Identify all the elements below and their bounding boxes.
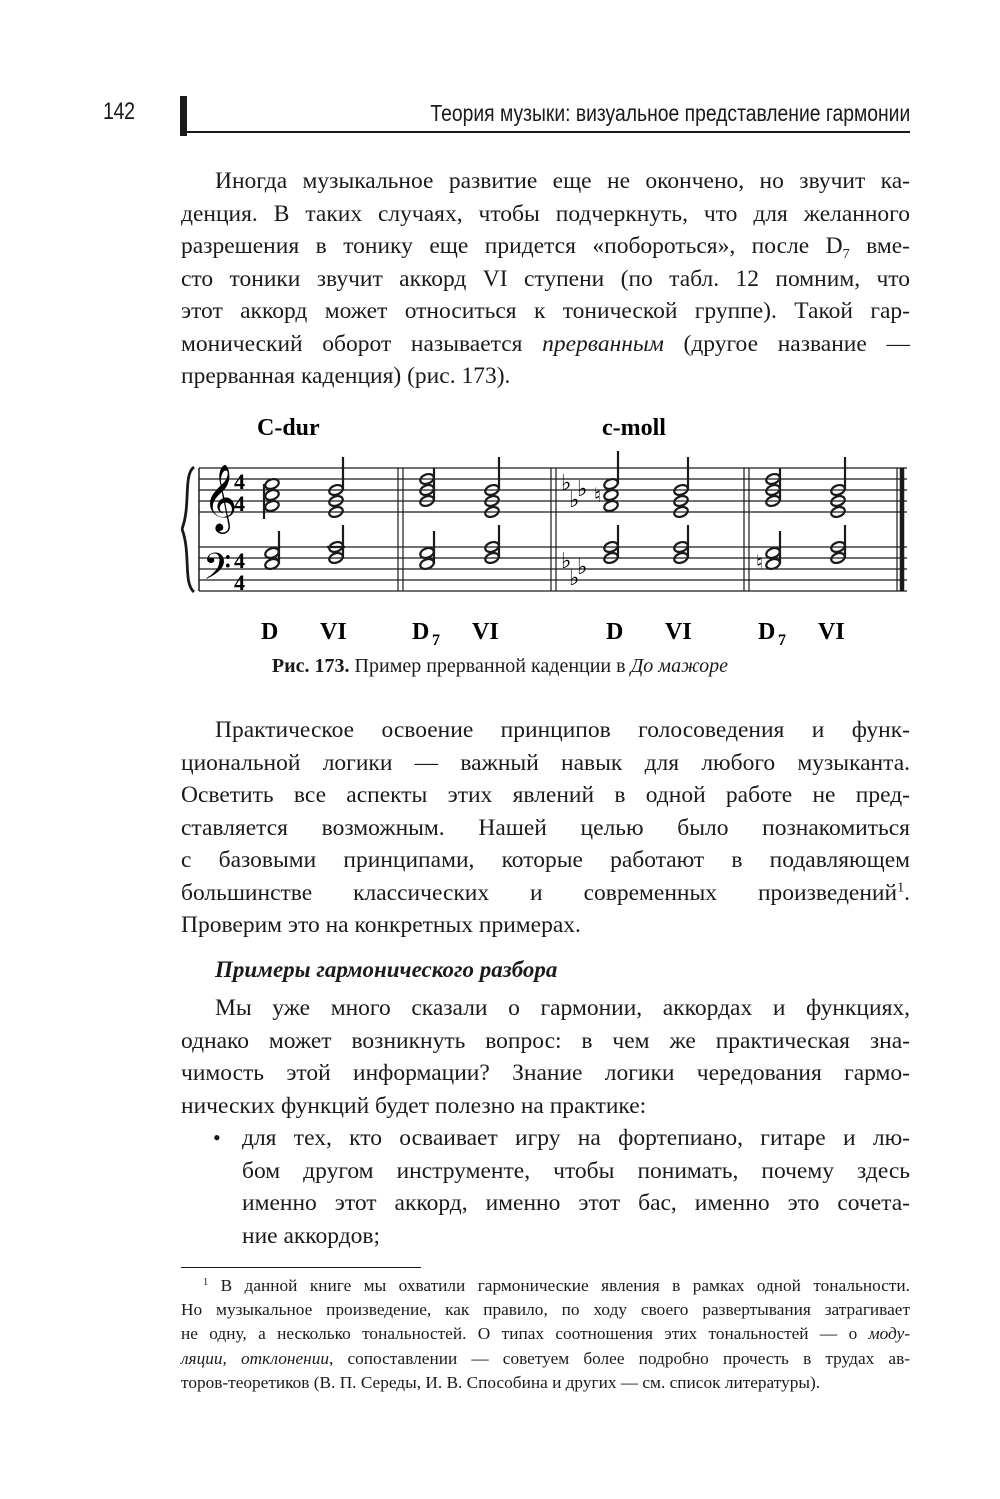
time-signature-bottom: 4 xyxy=(234,491,245,516)
text-line: нических функций будет полезно на практике: xyxy=(181,1092,647,1119)
header-rule xyxy=(180,131,910,133)
bass-staff xyxy=(199,547,907,591)
bass-clef-icon: 𝄢 xyxy=(203,546,232,597)
text-line: однако может возникнуть вопрос: в чем же практическая зна- xyxy=(181,1027,910,1054)
time-signature-top: 4 xyxy=(234,548,245,573)
svg-text:♮: ♮ xyxy=(594,483,602,507)
paragraph-voice-leading xyxy=(181,714,910,942)
header-bar xyxy=(180,96,187,136)
chord-symbol: D xyxy=(606,619,624,645)
svg-text:♭: ♭ xyxy=(569,566,580,591)
text-line: торов-теоретиков (В. П. Середы, И. В. Способина и других — см. список литературы). xyxy=(181,1372,821,1392)
text-line: ляции, отклонении, сопоставлении — советуем более подробно прочесть в трудах ав- xyxy=(181,1348,910,1368)
chord-symbol-subscript: 7 xyxy=(778,632,786,645)
chord-symbol: VI xyxy=(320,619,347,645)
paragraph-interrupted-cadence xyxy=(181,165,910,393)
time-signature-bottom: 4 xyxy=(234,570,245,595)
key-signature-flats xyxy=(561,471,587,591)
text-line: Проверим это на конкретных примерах. xyxy=(181,912,581,938)
bullet-marker: • xyxy=(213,1125,221,1150)
chord-symbol: D xyxy=(412,619,430,645)
music-figure xyxy=(181,405,910,645)
svg-text:♭: ♭ xyxy=(577,555,588,580)
text-line: ставляется возможным. Нашей целью было познакомиться xyxy=(181,814,910,841)
chord-symbol: VI xyxy=(818,619,845,645)
svg-text:♭: ♭ xyxy=(577,477,588,502)
footnote-reference[interactable]: 1 xyxy=(897,879,905,896)
text-line: Иногда музыкальное развитие еще не окончено, но звучит ка- xyxy=(215,168,910,194)
text-line: разрешения в тонику еще придется «побороться», после $D_7$ вме- xyxy=(181,233,910,262)
brace-icon xyxy=(182,467,194,592)
text-line: прерванная каденция) (рис. 173). xyxy=(181,363,511,389)
text-line: монический оборот называется прерванным (другое название — xyxy=(181,330,910,357)
footnote-marker: 1 xyxy=(203,1276,209,1288)
chord-symbol: VI xyxy=(665,619,692,645)
treble-staff xyxy=(199,468,907,512)
key-label-major: C-dur xyxy=(257,415,320,441)
text-line: сто тоники звучит аккорд VI ступени (по табл. 12 помним, что xyxy=(181,265,910,292)
text-line: бом другом инструменте, чтобы понимать, почему здесь xyxy=(242,1157,910,1184)
chord-symbol: D xyxy=(758,619,776,645)
section-heading: Примеры гармонического разбора xyxy=(215,957,558,982)
text-line: Но музыкальное произведение, как правило, по ходу своего развертывания затрагивает xyxy=(181,1300,910,1320)
text-line: для тех, кто осваивает игру на фортепиано, гитаре и лю- xyxy=(242,1125,910,1151)
text-line: ние аккордов; xyxy=(242,1222,381,1249)
footnote xyxy=(181,1274,910,1395)
svg-text:♭: ♭ xyxy=(561,471,572,496)
text-line: именно этот аккорд, именно этот бас, именно это сочета- xyxy=(242,1190,910,1216)
text-line: Осветить все аспекты этих явлений в одной работе не пред- xyxy=(181,782,910,808)
text-line: этот аккорд может относиться к тонической группе). Такой гар- xyxy=(181,298,910,324)
chord-symbol: D xyxy=(261,619,279,645)
bullet-item xyxy=(242,1122,910,1252)
svg-text:♭: ♭ xyxy=(569,488,580,513)
svg-text:♮: ♮ xyxy=(756,550,764,574)
running-title: Теория музыки: визуальное представление гармонии xyxy=(430,100,910,126)
text-line: с базовыми принципами, которые работают в подавляющем xyxy=(181,847,910,873)
chord-symbol: VI xyxy=(472,619,499,645)
figure-caption: Рис. 173. Пример прерванной каденции в До мажоре xyxy=(271,655,729,677)
chord-symbol-subscript: 7 xyxy=(432,632,440,645)
text-line: не одну, а несколько тональностей. О типах соотношения этих тональностей — о моду- xyxy=(181,1324,910,1344)
footnote-rule xyxy=(181,1267,421,1268)
chord-symbols xyxy=(261,619,845,645)
double-barlines xyxy=(398,468,902,591)
treble-chords xyxy=(264,451,846,519)
text-line: большинстве классических и современных произведений$^1$. xyxy=(181,879,910,906)
paragraph-harmonic-analysis xyxy=(181,992,910,1122)
text-line: чимость этой информации? Знание логики чередования гармо- xyxy=(181,1060,910,1086)
text-line: $^1$ В данной книге мы охватили гармонические явления в рамках одной тональности. xyxy=(203,1276,910,1295)
text-line: циональной логики — важный навык для любого музыканта. xyxy=(181,749,910,776)
key-label-minor: c-moll xyxy=(602,415,666,441)
page-number: 142 xyxy=(103,98,135,125)
svg-text:♭: ♭ xyxy=(561,549,572,574)
text-line: Мы уже много сказали о гармонии, аккордах и функциях, xyxy=(215,995,910,1021)
text-line: Практическое освоение принципов голосоведения и функ- xyxy=(215,717,910,743)
treble-clef-icon: 𝄞 xyxy=(203,463,238,531)
text-line: денция. В таких случаях, чтобы подчеркнуть, что для желанного xyxy=(181,200,910,227)
music-score xyxy=(181,405,910,645)
time-signature-top: 4 xyxy=(234,469,245,494)
